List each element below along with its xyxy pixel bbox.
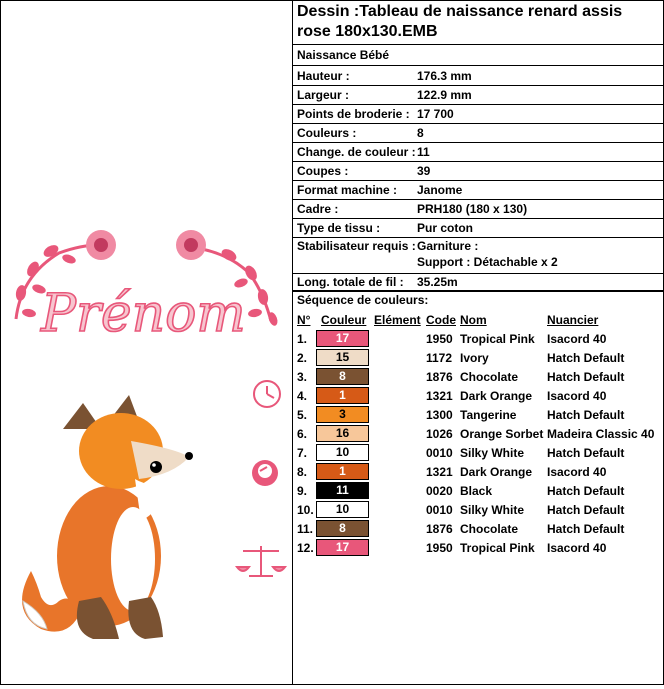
table-row — [293, 329, 663, 348]
row-num: 9. — [297, 484, 308, 498]
header-chart: Nuancier — [547, 313, 599, 327]
row-num: 1. — [297, 332, 308, 346]
divider-line — [293, 273, 663, 274]
property-label: Largeur : — [297, 88, 350, 102]
color-swatch: 10 — [316, 501, 369, 518]
property-label: Long. totale de fil : — [297, 275, 404, 289]
table-row — [293, 424, 663, 443]
color-swatch: 1 — [316, 387, 369, 404]
row-name: Black — [460, 484, 493, 498]
row-code: 0010 — [426, 503, 453, 517]
divider-line — [293, 180, 663, 181]
row-chart: Hatch Default — [547, 484, 625, 498]
row-chart: Hatch Default — [547, 446, 625, 460]
embroidery-preview-image — [1, 1, 292, 684]
table-row — [293, 348, 663, 367]
property-value: 122.9 mm — [417, 88, 472, 102]
row-name: Silky White — [460, 503, 525, 517]
row-chart: Hatch Default — [547, 503, 625, 517]
weight-icon — [252, 460, 278, 486]
color-swatch: 11 — [316, 482, 369, 499]
property-value: 35.25m — [417, 275, 458, 289]
property-label: Change. de couleur : — [297, 145, 416, 159]
design-title: Dessin :Tableau de naissance renard assis rose 180x130.EMB — [297, 3, 623, 40]
divider-line — [293, 218, 663, 219]
property-value: Garniture : — [417, 239, 479, 253]
row-chart: Isacord 40 — [547, 465, 607, 479]
table-row — [293, 367, 663, 386]
row-chart: Hatch Default — [547, 351, 625, 365]
design-subtitle: Naissance Bébé — [297, 48, 390, 62]
row-num: 5. — [297, 408, 308, 422]
row-chart: Hatch Default — [547, 370, 625, 384]
row-code: 1172 — [426, 351, 453, 365]
property-value: 8 — [417, 126, 424, 140]
row-code: 1321 — [426, 465, 453, 479]
property-label: Type de tissu : — [297, 221, 381, 235]
divider-line — [293, 85, 663, 86]
row-chart: Isacord 40 — [547, 541, 607, 555]
divider-line — [293, 291, 663, 292]
fox-illustration-icon — [22, 395, 193, 639]
row-code: 0010 — [426, 446, 453, 460]
row-chart: Isacord 40 — [547, 332, 607, 346]
row-code: 1026 — [426, 427, 453, 441]
balance-scale-icon — [237, 546, 285, 576]
property-label: Hauteur : — [297, 69, 350, 83]
header-code: Code — [426, 313, 456, 327]
table-row — [293, 443, 663, 462]
table-row — [293, 405, 663, 424]
divider-line — [293, 123, 663, 124]
row-code: 1300 — [426, 408, 453, 422]
property-value: 39 — [417, 164, 431, 178]
row-num: 10. — [297, 503, 314, 517]
row-chart: Isacord 40 — [547, 389, 607, 403]
color-swatch: 15 — [316, 349, 369, 366]
property-label: Coupes : — [297, 164, 349, 178]
divider-line — [293, 199, 663, 200]
row-name: Silky White — [460, 446, 525, 460]
table-row — [293, 462, 663, 481]
property-label: Cadre : — [297, 202, 339, 216]
property-label: Stabilisateur requis : — [297, 239, 416, 253]
row-name: Ivory — [460, 351, 489, 365]
row-num: 7. — [297, 446, 308, 460]
property-value: 11 — [417, 145, 430, 159]
property-label: Format machine : — [297, 183, 398, 197]
divider-line — [293, 237, 663, 238]
row-code: 0020 — [426, 484, 453, 498]
row-chart: Madeira Classic 40 — [547, 427, 655, 441]
preview-name-text: Prénom — [41, 284, 246, 344]
property-value: 176.3 mm — [417, 69, 472, 83]
property-value: Janome — [417, 183, 463, 197]
row-name: Tangerine — [460, 408, 517, 422]
row-name: Dark Orange — [460, 389, 533, 403]
row-code: 1876 — [426, 522, 453, 536]
row-num: 4. — [297, 389, 308, 403]
table-row — [293, 500, 663, 519]
table-row — [293, 538, 663, 557]
row-code: 1321 — [426, 389, 453, 403]
row-name: Dark Orange — [460, 465, 533, 479]
row-num: 2. — [297, 351, 308, 365]
divider-line — [293, 65, 663, 66]
row-name: Tropical Pink — [460, 332, 535, 346]
row-num: 6. — [297, 427, 308, 441]
table-row — [293, 519, 663, 538]
property-value: 17 700 — [417, 107, 454, 121]
header-color: Couleur — [321, 313, 367, 327]
property-label: Couleurs : — [297, 126, 357, 140]
color-swatch: 8 — [316, 520, 369, 537]
row-num: 3. — [297, 370, 308, 384]
color-swatch: 1 — [316, 463, 369, 480]
property-label: Points de broderie : — [297, 107, 410, 121]
design-preview — [1, 1, 292, 684]
header-num: N° — [297, 313, 311, 327]
row-code: 1950 — [426, 541, 453, 555]
clock-icon — [254, 381, 280, 407]
row-name: Chocolate — [460, 522, 519, 536]
color-swatch: 16 — [316, 425, 369, 442]
color-swatch: 10 — [316, 444, 369, 461]
row-name: Chocolate — [460, 370, 519, 384]
property-value: Pur coton — [417, 221, 473, 235]
property-value: PRH180 (180 x 130) — [417, 202, 528, 216]
row-chart: Hatch Default — [547, 522, 625, 536]
color-swatch: 3 — [316, 406, 369, 423]
row-num: 8. — [297, 465, 308, 479]
design-info-panel — [293, 0, 663, 685]
row-name: Orange Sorbet — [460, 427, 544, 441]
table-row — [293, 386, 663, 405]
divider-line — [293, 161, 663, 162]
table-row — [293, 481, 663, 500]
row-chart: Hatch Default — [547, 408, 625, 422]
color-swatch: 17 — [316, 539, 369, 556]
divider-line — [293, 104, 663, 105]
header-name: Nom — [460, 313, 487, 327]
property-value: Support : Détachable x 2 — [417, 255, 558, 269]
row-num: 11. — [297, 522, 314, 536]
row-name: Tropical Pink — [460, 541, 535, 555]
header-element: Elément — [374, 313, 421, 327]
color-swatch: 17 — [316, 330, 369, 347]
row-code: 1950 — [426, 332, 453, 346]
divider-line — [293, 44, 663, 45]
row-num: 12. — [297, 541, 314, 555]
divider-line — [293, 142, 663, 143]
sequence-title: Séquence de couleurs: — [297, 293, 429, 307]
color-swatch: 8 — [316, 368, 369, 385]
row-code: 1876 — [426, 370, 453, 384]
